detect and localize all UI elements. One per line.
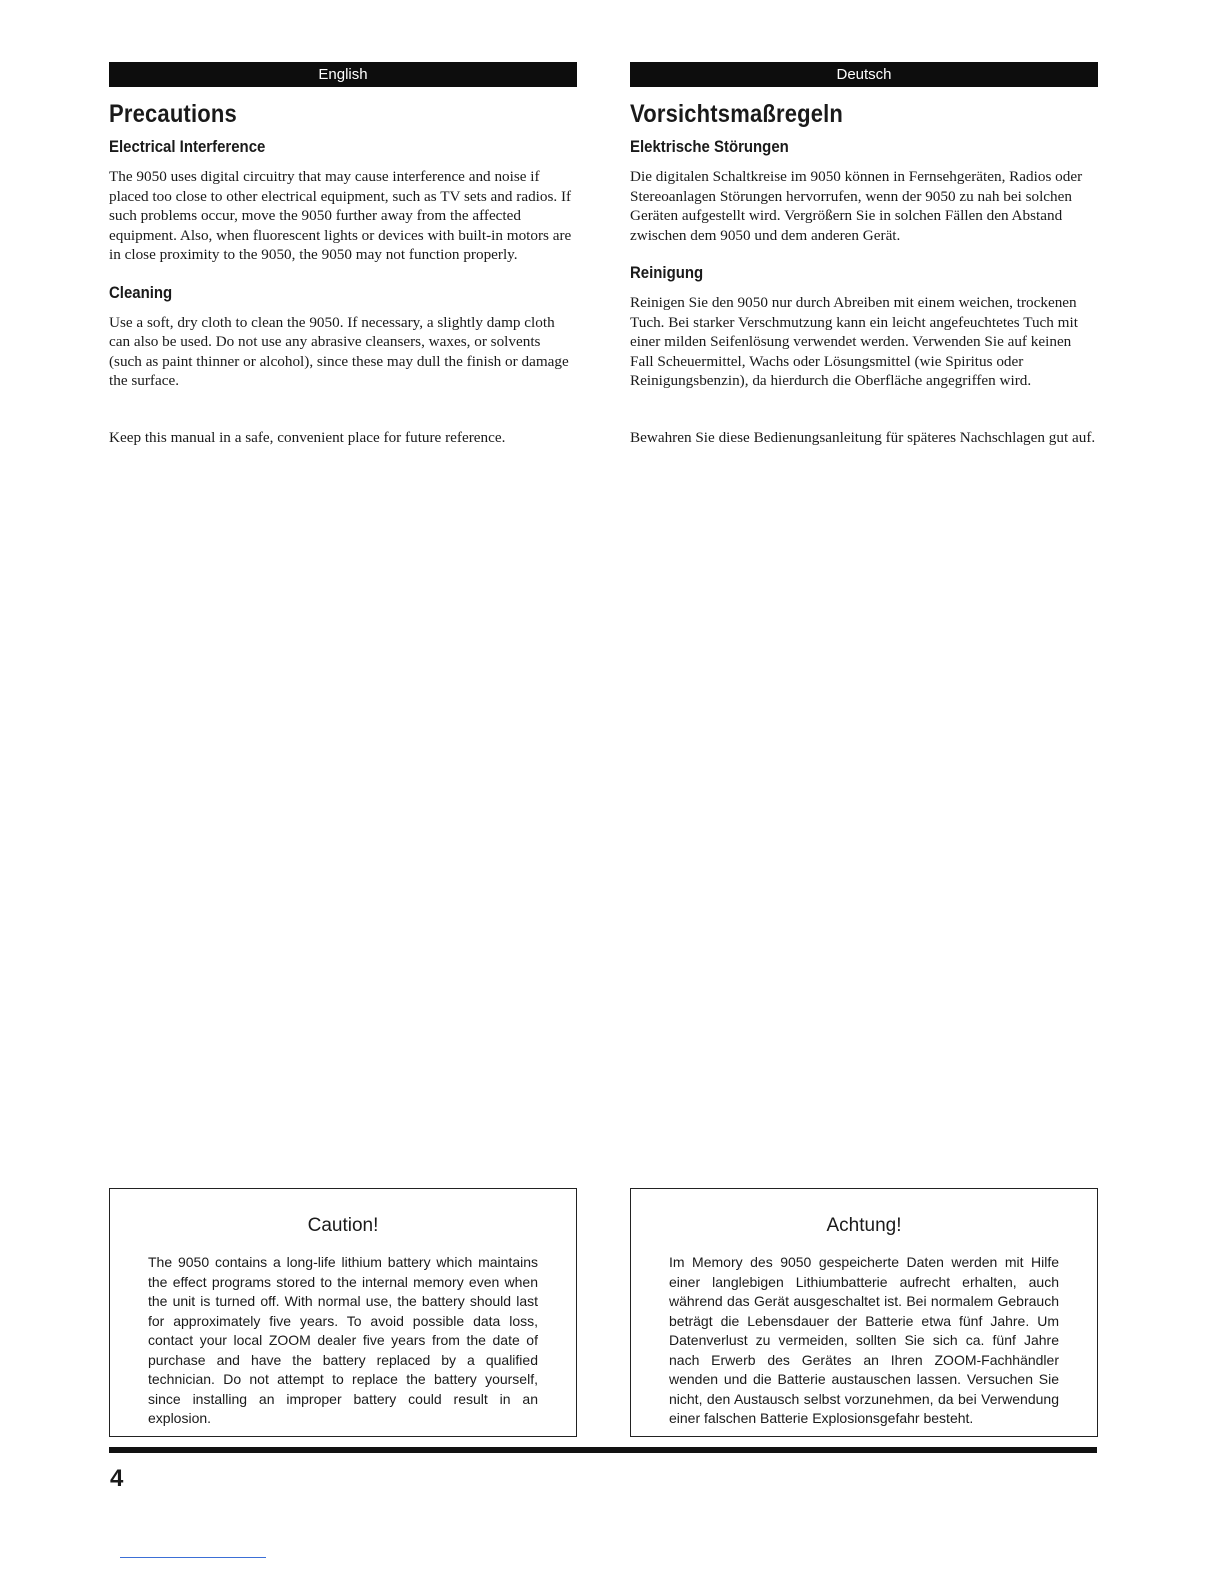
- english-language-bar: English: [109, 62, 577, 87]
- deutsch-interference-text: Die digitalen Schaltkreise im 9050 können in Fernsehgeräten, Radios oder Stereoanlagen Störungen hervorrufen, wenn der 9050 zu nah bei solchen Geräten aufgestellt wird. Vergrößern Sie in solchen Fällen den Abstand zwischen dem 9050 und dem anderen Gerät.: [630, 168, 1083, 244]
- deutsch-caution-text: Im Memory des 9050 gespeicherte Daten werden mit Hilfe einer langlebigen Lithiumbatterie aufrecht erhalten, auch während das Gerät ausgeschaltet ist. Bei normalem Gebrauch beträgt die Lebensdauer der Batterie etwa fünf Jahre. Um Datenverlust zu vermeiden, sollten Sie sich ca. fünf Jahre nach Erwerb des Gerätes an Ihren ZOOM-Fachhändler wenden und die Batterie austauschen lassen. Versuchen Sie nicht, den Austausch selbst vorzunehmen, da bei Verwendung einer falschen Batterie Explosionsgefahr besteht.: [669, 1254, 1059, 1426]
- page-footer-rule: [109, 1447, 1097, 1453]
- deutsch-keep-text: Bewahren Sie diese Bedienungsanleitung für späteres Nachschlagen gut auf.: [630, 428, 1096, 446]
- deutsch-cleaning-text: Reinigen Sie den 9050 nur durch Abreiben mit einem weichen, trockenen Tuch. Bei starker Verschmutzung kann ein leicht angefeuchtetes Tuch mit einer milden Seifenlösung verwendet werden. Verwenden Sie auf keinen Fall Scheuermittel, Wachs oder Lösungsmittel (wie Spiritus oder Reinigungsbenzin), da hierdurch die Oberfläche angegriffen wird.: [630, 294, 1078, 389]
- english-caution-title: Caution!: [307, 1215, 379, 1236]
- deutsch-title: Vorsichtsmaßregeln: [630, 100, 844, 128]
- english-cleaning-text: Use a soft, dry cloth to clean the 9050. If necessary, a slightly damp cloth can also be used. Do not use any abrasive cleansers, waxes, or solvents (such as paint thinner or alcohol), since these may dull the finish or damage the surface.: [109, 313, 569, 389]
- page-number: 4: [110, 1465, 124, 1492]
- deutsch-caution-box: [630, 1188, 1098, 1437]
- english-cleaning-heading: Cleaning: [109, 282, 173, 302]
- deutsch-language-bar: Deutsch: [630, 62, 1098, 87]
- deutsch-interference-heading: Elektrische Störungen: [630, 137, 789, 156]
- english-column: [109, 62, 577, 447]
- english-caution-text: The 9050 contains a long-life lithium battery which maintains the effect programs stored to the internal memory even when the unit is turned off. With normal use, the battery should last for approximately five years. To avoid possible data loss, contact your local ZOOM dealer five years from the date of purchase and have the battery replaced by a qualified technician. Do not attempt to replace the battery yourself, since installing an improper battery could result in an explosion.: [148, 1254, 538, 1426]
- deutsch-caution-title: Achtung!: [826, 1215, 902, 1236]
- footer-divider: [120, 1557, 266, 1558]
- english-title: Precautions: [109, 100, 237, 128]
- english-keep-text: Keep this manual in a safe, convenient place for future reference.: [109, 428, 506, 446]
- english-interference-text: The 9050 uses digital circuitry that may cause interference and noise if placed too close to other electrical equipment, such as TV sets and radios. If such problems occur, move the 9050 further away from the affected equipment. Also, when fluorescent lights or devices with built-in motors are in close proximity to the 9050, the 9050 may not function properly.: [109, 168, 572, 263]
- english-interference-heading: Electrical Interference: [109, 137, 266, 156]
- english-caution-box: [109, 1188, 577, 1437]
- deutsch-cleaning-heading: Reinigung: [630, 263, 704, 282]
- deutsch-column: [630, 62, 1098, 447]
